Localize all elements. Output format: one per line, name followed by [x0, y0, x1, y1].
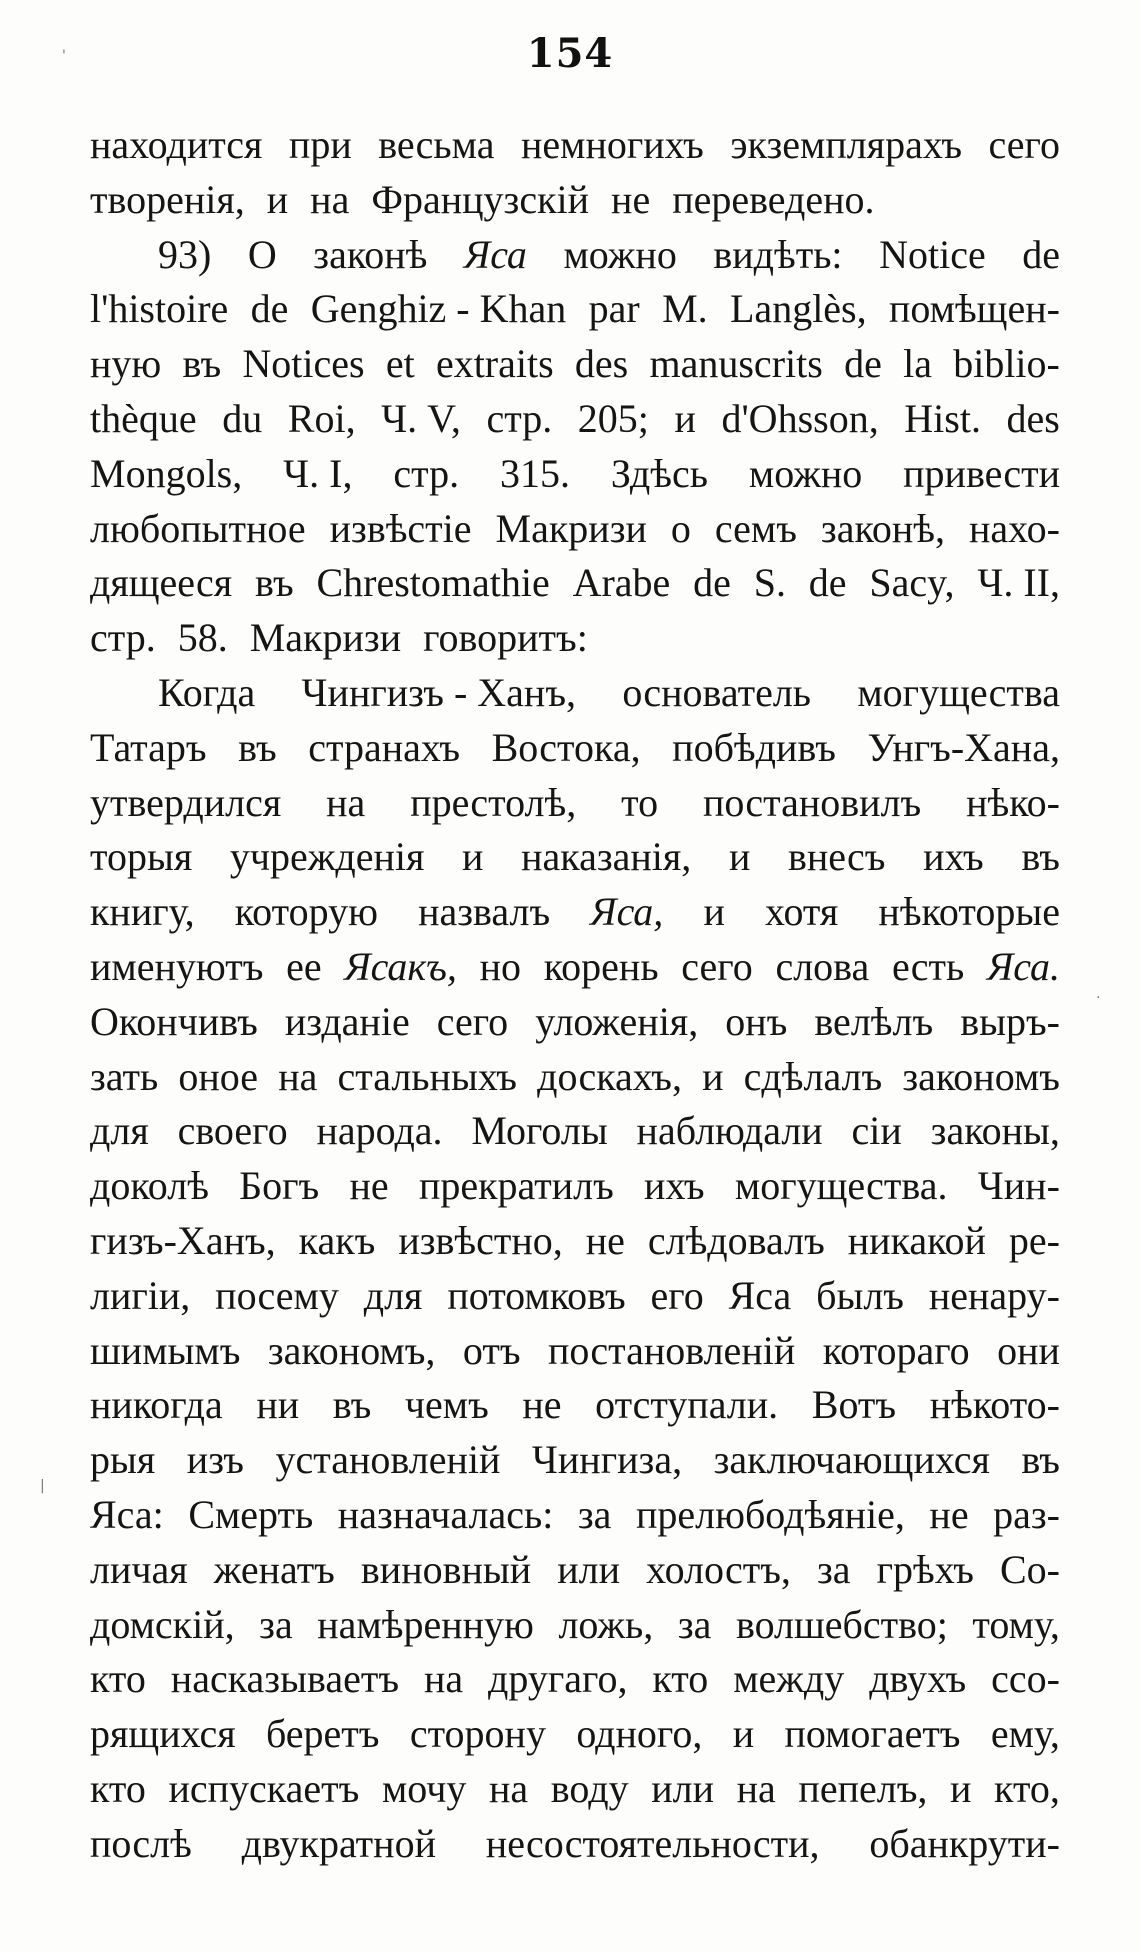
word: грѣхъ: [876, 1546, 974, 1592]
word: кто: [90, 1765, 146, 1811]
word: которую: [234, 889, 378, 935]
word: не: [611, 176, 651, 222]
word: la: [903, 341, 932, 387]
word: личая: [90, 1546, 188, 1592]
word: двукратной: [241, 1820, 436, 1866]
word: Востока,: [491, 724, 641, 770]
word: утвердился: [90, 779, 282, 825]
word: могущества: [857, 669, 1060, 715]
word: Унгъ-Хана,: [867, 724, 1060, 770]
word: о: [670, 505, 691, 551]
word: не: [929, 1491, 969, 1537]
word: за: [259, 1601, 293, 1647]
word: можно: [563, 231, 677, 277]
word: они: [997, 1327, 1060, 1373]
word: Со-: [999, 1546, 1060, 1592]
text-line: [90, 611, 1060, 666]
word: Татаръ: [90, 724, 207, 770]
word: намѣренную: [317, 1601, 534, 1647]
word: въ: [238, 724, 277, 770]
text-line: [90, 1433, 1060, 1488]
text-line: [90, 282, 1060, 337]
word: престолѣ,: [410, 779, 577, 825]
word: ссо-: [991, 1656, 1060, 1702]
word: или: [557, 1546, 621, 1592]
word: за: [677, 1601, 712, 1647]
word: своего: [177, 1108, 288, 1154]
word: при: [288, 122, 352, 167]
word: въ: [255, 560, 294, 606]
word: manuscrits: [649, 341, 823, 387]
word: гизъ-Ханъ,: [90, 1217, 276, 1263]
word: 58.: [177, 615, 228, 661]
word: О: [247, 231, 277, 277]
word: книгу,: [90, 889, 195, 935]
text-line: [90, 556, 1060, 611]
word: Чингиза,: [531, 1437, 683, 1483]
word: рыя: [90, 1437, 156, 1483]
word: насказываетъ: [170, 1656, 399, 1702]
word: Roi,: [287, 395, 356, 441]
word: заключающихся: [713, 1437, 990, 1483]
word: несостоятельности,: [485, 1820, 820, 1866]
word: побѣдивъ: [672, 724, 836, 770]
word: женатъ: [213, 1546, 335, 1592]
text-line: [90, 995, 1060, 1050]
word: на: [736, 1765, 776, 1811]
word: Французскій: [371, 176, 590, 222]
word: помѣщен-: [888, 286, 1060, 332]
word: торыя: [90, 834, 193, 880]
word: назвалъ: [418, 889, 551, 935]
word: Genghiz - Khan: [310, 286, 567, 332]
word: холостъ,: [646, 1546, 791, 1592]
word: былъ: [816, 1272, 904, 1318]
word: лигіи,: [90, 1272, 191, 1318]
word: d'Ohsson,: [721, 395, 879, 441]
word: и: [702, 1053, 724, 1099]
word: слѣдовалъ: [647, 1217, 825, 1263]
word: народа.: [316, 1108, 443, 1154]
word: его: [650, 1272, 704, 1318]
word: въ: [182, 341, 222, 387]
word: законы,: [930, 1108, 1060, 1154]
word: de: [1022, 231, 1060, 277]
word: Ч. I,: [283, 450, 353, 496]
word: оное: [178, 1053, 259, 1099]
word: и: [950, 1765, 972, 1811]
word: домскій,: [90, 1601, 235, 1647]
word: Смерть: [188, 1491, 314, 1537]
word: любопытное: [90, 505, 306, 551]
word: виновный: [360, 1546, 532, 1592]
word: отступали.: [595, 1382, 779, 1428]
word: Макризи: [249, 615, 402, 661]
word: велѣлъ: [814, 998, 934, 1044]
word: прекратилъ: [418, 1163, 614, 1209]
word: M.: [662, 286, 708, 332]
word: нахо-: [969, 505, 1060, 551]
word: на: [310, 176, 350, 222]
word: помогаетъ: [784, 1711, 961, 1757]
word: говоритъ:: [423, 615, 588, 661]
word: одного,: [576, 1711, 703, 1757]
word: стр.: [486, 395, 553, 441]
word: на: [488, 1765, 529, 1811]
word: Макризи: [495, 505, 647, 551]
word: кто,: [994, 1765, 1060, 1811]
text-line: [90, 1707, 1060, 1762]
text-line: [90, 721, 1060, 776]
word: Ч. V,: [381, 395, 461, 441]
word: шимымъ: [90, 1327, 241, 1373]
word: Вотъ: [811, 1382, 897, 1428]
word: можно: [748, 450, 863, 496]
word: S.: [753, 560, 786, 606]
word: никакой: [847, 1217, 986, 1263]
word: des: [1006, 395, 1060, 441]
word: въ: [1021, 834, 1060, 880]
word: Яса: [463, 231, 527, 277]
text-line: [90, 885, 1060, 940]
word: дящееся: [90, 560, 233, 606]
word: ни: [256, 1382, 300, 1428]
page-number: 154: [526, 30, 614, 77]
word: уложенія,: [535, 998, 699, 1044]
text-line: [90, 1652, 1060, 1707]
word: назначалась:: [337, 1491, 554, 1537]
word: кто: [652, 1656, 709, 1702]
word: на: [278, 1053, 318, 1099]
word: стр.: [393, 450, 460, 496]
word: Яса.: [986, 943, 1060, 989]
word: закономъ,: [267, 1327, 436, 1373]
word: учрежденія: [229, 834, 425, 880]
word: немногихъ: [520, 122, 704, 167]
word: и: [703, 889, 725, 935]
text-line: [90, 118, 1060, 173]
text-line: [90, 1104, 1060, 1159]
word: Яса: [728, 1272, 792, 1318]
word: Яса,: [590, 889, 664, 935]
word: Notices: [242, 341, 365, 387]
word: или: [651, 1765, 714, 1811]
text-line: [90, 1159, 1060, 1214]
word: des: [574, 341, 629, 387]
word: наблюдали: [636, 1108, 823, 1154]
word: тому,: [972, 1601, 1060, 1647]
word: воду: [550, 1765, 629, 1811]
word: сіи: [851, 1108, 902, 1154]
word: Mongols,: [90, 450, 243, 496]
word: за: [817, 1546, 851, 1592]
word: du: [222, 395, 263, 441]
word: весьма: [378, 122, 495, 167]
word: могущества.: [734, 1163, 948, 1209]
word: et: [385, 341, 415, 387]
word: видѣть:: [713, 231, 843, 277]
word: онъ: [725, 998, 788, 1044]
word: то: [621, 779, 659, 825]
word: Ясакъ,: [344, 943, 457, 989]
word: переведено.: [672, 176, 875, 222]
word: корень: [543, 943, 659, 989]
word: находится: [90, 122, 263, 167]
word: странахъ: [308, 724, 461, 770]
word: основатель: [622, 669, 812, 715]
text-line: [90, 1543, 1060, 1598]
word: экземплярахъ: [730, 122, 962, 167]
word: кто: [90, 1656, 146, 1702]
word: рящихся: [90, 1711, 236, 1757]
word: ненару-: [928, 1272, 1060, 1318]
word: отъ: [462, 1327, 521, 1373]
word: есть: [892, 943, 965, 989]
word: ложь,: [558, 1601, 654, 1647]
text-line: [90, 1050, 1060, 1105]
text-line: [90, 1488, 1060, 1543]
text-line: [90, 666, 1060, 721]
word: Окончивъ: [90, 998, 258, 1044]
word: нѣкоторые: [878, 889, 1060, 935]
word: на: [423, 1656, 464, 1702]
word: доколѣ: [90, 1163, 209, 1209]
word: сторону: [409, 1711, 546, 1757]
word: Ч. II,: [977, 560, 1060, 606]
word: испускаетъ: [168, 1765, 360, 1811]
text-line: [90, 940, 1060, 995]
word: прелюбодѣяніе,: [635, 1491, 905, 1537]
word: двухъ: [869, 1656, 967, 1702]
word: и: [462, 834, 484, 880]
word: de: [808, 560, 847, 606]
word: Chrestomathie: [316, 560, 550, 606]
word: ихъ: [644, 1163, 705, 1209]
word: ихъ: [923, 834, 984, 880]
word: Notice: [879, 231, 986, 277]
word: котораго: [822, 1327, 970, 1373]
word: выръ-: [960, 998, 1060, 1044]
word: въ: [1021, 1437, 1060, 1483]
word: de: [693, 560, 731, 606]
word: не: [349, 1163, 389, 1209]
body-text: [90, 118, 1060, 1872]
word: и: [728, 834, 751, 880]
word: Langlès,: [730, 286, 867, 332]
word: Sacy,: [869, 560, 955, 606]
word: между: [733, 1656, 845, 1702]
word: семъ: [714, 505, 797, 551]
text-line: [90, 1762, 1060, 1817]
word: extraits: [435, 341, 554, 387]
text-line: [90, 830, 1060, 885]
word: мочу: [381, 1765, 467, 1811]
word: какъ: [298, 1217, 376, 1263]
word: thèque: [90, 395, 197, 441]
word: стальныхъ: [337, 1053, 517, 1099]
word: и: [674, 395, 696, 441]
word: обанкрути-: [869, 1820, 1060, 1866]
word: Богъ: [239, 1163, 320, 1209]
word: de: [844, 341, 882, 387]
word: не: [585, 1217, 625, 1263]
word: l'histoire: [90, 286, 229, 332]
text-line: [90, 1324, 1060, 1379]
word: слова: [775, 943, 870, 989]
word: волшебство;: [735, 1601, 948, 1647]
word: за: [577, 1491, 612, 1537]
word: ную: [90, 341, 162, 387]
text-line: [90, 1598, 1060, 1653]
word: de: [250, 286, 289, 332]
word: не: [522, 1382, 562, 1428]
word: Здѣсь: [610, 450, 708, 496]
word: никогда: [90, 1382, 223, 1428]
word: ре-: [1008, 1217, 1060, 1263]
word: закономъ: [902, 1053, 1060, 1099]
text-line: [90, 228, 1060, 283]
word: изданіе: [284, 998, 410, 1044]
word: въ: [332, 1382, 372, 1428]
word: нѣкото-: [929, 1382, 1060, 1428]
word: потомковъ: [447, 1272, 626, 1318]
word: для: [363, 1272, 423, 1318]
word: нѣко-: [966, 779, 1060, 825]
word: Яса:: [90, 1491, 164, 1537]
word: для: [90, 1108, 149, 1154]
word: раз-: [993, 1491, 1060, 1537]
word: чемъ: [404, 1382, 489, 1428]
word: Arabe: [572, 560, 671, 606]
print-speck: ': [62, 48, 66, 64]
word: беретъ: [265, 1711, 380, 1757]
text-line: [90, 173, 1060, 228]
word: biblio-: [953, 341, 1060, 387]
print-speck: ·: [1096, 990, 1101, 1006]
text-line: [90, 337, 1060, 392]
word: сего: [988, 122, 1060, 167]
word: законѣ,: [820, 505, 945, 551]
word: Моголы: [471, 1108, 608, 1154]
word: Чингизъ - Ханъ,: [301, 669, 577, 715]
word: постановилъ: [703, 779, 922, 825]
word: постановленій: [547, 1327, 796, 1373]
word: стр.: [90, 615, 156, 661]
word: другаго,: [488, 1656, 628, 1702]
text-line: [90, 502, 1060, 557]
text-line: [90, 1817, 1060, 1872]
word: извѣстно,: [398, 1217, 563, 1263]
word: и: [266, 176, 289, 222]
word: доскахъ,: [537, 1053, 682, 1099]
word: Hist.: [904, 395, 981, 441]
word: par: [588, 286, 640, 332]
word: изъ: [186, 1437, 244, 1483]
word: сдѣлалъ: [743, 1053, 883, 1099]
word: установленій: [275, 1437, 501, 1483]
word: сего: [681, 943, 753, 989]
word: наказанія,: [521, 834, 692, 880]
word: хотя: [764, 889, 839, 935]
text-line: [90, 1269, 1060, 1324]
text-line: [90, 1214, 1060, 1269]
word: зать: [90, 1053, 159, 1099]
word: послѣ: [90, 1820, 192, 1866]
word: посему: [215, 1272, 339, 1318]
text-line: [90, 1378, 1060, 1433]
word: внесъ: [788, 834, 886, 880]
word: творенія,: [90, 176, 245, 222]
word: и: [732, 1711, 755, 1757]
word: ему,: [990, 1711, 1060, 1757]
word: пепелъ,: [798, 1765, 928, 1811]
word: но: [479, 943, 522, 989]
word: 205;: [577, 395, 649, 441]
word: 315.: [499, 450, 570, 496]
word: извѣстіе: [329, 505, 472, 551]
word: 93): [158, 231, 212, 277]
text-line: [90, 447, 1060, 502]
word: именуютъ: [90, 943, 264, 989]
text-line: [90, 776, 1060, 831]
word: законѣ: [313, 231, 428, 277]
word: сего: [436, 998, 509, 1044]
text-line: [90, 392, 1060, 447]
word: ее: [286, 943, 322, 989]
print-speck: |: [40, 1478, 45, 1494]
word: на: [326, 779, 366, 825]
word: Когда: [158, 669, 256, 715]
word: Чин-: [977, 1163, 1060, 1209]
word: привести: [903, 450, 1060, 496]
